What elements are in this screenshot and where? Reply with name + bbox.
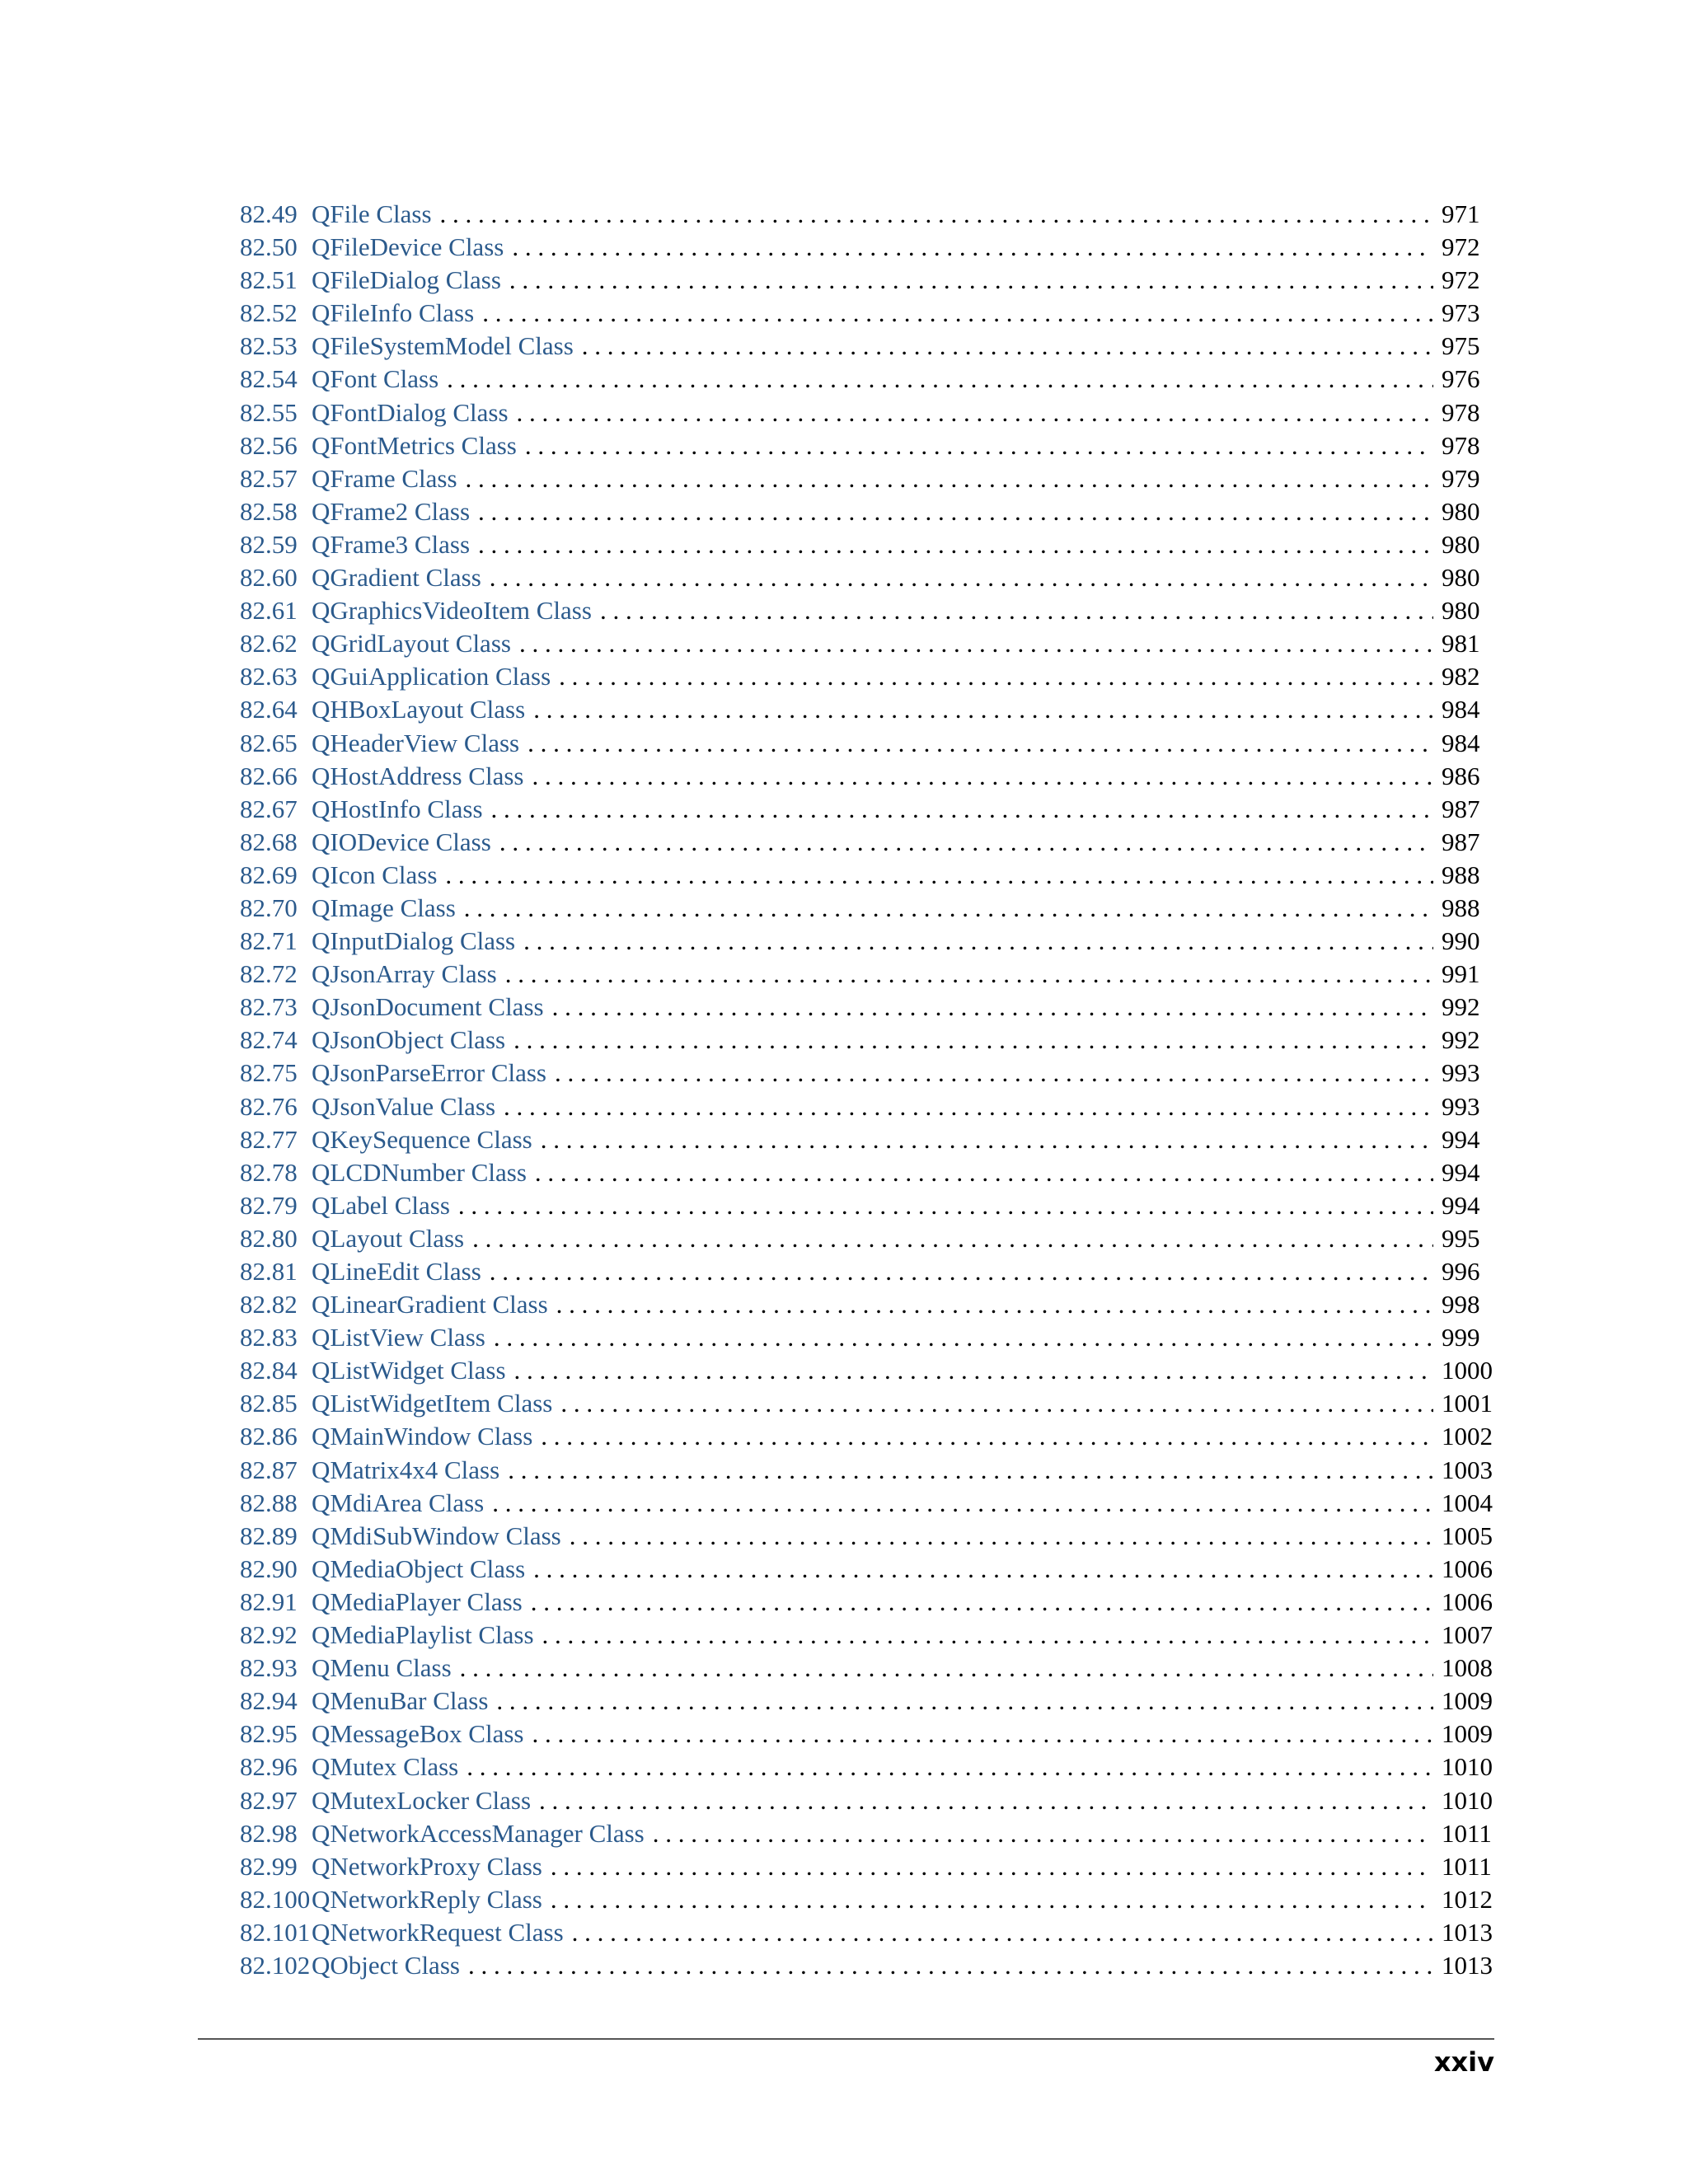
- toc-dot-leader: [478, 495, 1433, 528]
- toc-entry-page-number: 979: [1442, 463, 1480, 493]
- toc-entry-page-number: 986: [1442, 761, 1480, 790]
- toc-entry-page-number: 980: [1442, 496, 1480, 526]
- toc-entry-title-link[interactable]: QGuiApplication Class: [312, 662, 551, 691]
- toc-entry-page-number: 972: [1442, 265, 1480, 295]
- toc-entry-number[interactable]: 82.60: [240, 563, 298, 593]
- toc-dot-leader: [525, 429, 1433, 462]
- toc-dot-leader: [653, 1817, 1433, 1850]
- toc-entry-page-number: 1010: [1442, 1752, 1493, 1782]
- toc-entry[interactable]: [240, 1024, 1494, 1057]
- toc-entry-title-link[interactable]: QGradient Class: [312, 563, 481, 593]
- toc-entry[interactable]: [240, 1619, 1494, 1652]
- toc-entry-page-number: 1001: [1442, 1389, 1493, 1418]
- toc-entry-number[interactable]: 82.70: [240, 893, 298, 922]
- toc-dot-leader: [541, 1123, 1433, 1156]
- toc-entry[interactable]: [240, 594, 1494, 627]
- toc-entry-title-link[interactable]: QGraphicsVideoItem Class: [312, 596, 592, 626]
- toc-dot-leader: [504, 1090, 1433, 1123]
- toc-dot-leader: [464, 892, 1433, 925]
- toc-entry-number[interactable]: 82.102: [240, 1950, 311, 1980]
- toc-entry-page-number: 1009: [1442, 1686, 1493, 1716]
- toc-entry-page-number: 980: [1442, 596, 1480, 626]
- toc-dot-leader: [532, 1718, 1433, 1750]
- toc-entry-page-number: 1011: [1442, 1851, 1492, 1881]
- toc-entry-number[interactable]: 82.95: [240, 1719, 298, 1749]
- toc-entry-page-number: 980: [1442, 563, 1480, 593]
- toc-entry-number[interactable]: 82.82: [240, 1290, 298, 1319]
- toc-dot-leader: [466, 462, 1433, 495]
- toc-entry-title-link[interactable]: QLabel Class: [312, 1190, 450, 1220]
- toc-entry-page-number: 1008: [1442, 1653, 1493, 1683]
- toc-dot-leader: [468, 1949, 1433, 1982]
- toc-entry[interactable]: [240, 859, 1494, 892]
- toc-entry-number[interactable]: 82.58: [240, 496, 298, 526]
- toc-entry[interactable]: [240, 1454, 1494, 1487]
- toc-entry-page-number: 1013: [1442, 1917, 1493, 1947]
- toc-entry-number[interactable]: 82.86: [240, 1422, 298, 1451]
- toc-entry-title-link[interactable]: QMenu Class: [312, 1653, 452, 1683]
- toc-entry-number[interactable]: 82.85: [240, 1389, 298, 1418]
- toc-entry-title-link[interactable]: QHeaderView Class: [312, 728, 520, 757]
- toc-dot-leader: [467, 1750, 1433, 1783]
- toc-dot-leader: [460, 1652, 1433, 1685]
- toc-entry-title-link[interactable]: QJsonValue Class: [312, 1091, 496, 1121]
- toc-dot-leader: [490, 561, 1433, 594]
- toc-entry-title-link[interactable]: QMediaPlaylist Class: [312, 1620, 534, 1650]
- toc-dot-leader: [509, 264, 1433, 297]
- toc-entry-title-link[interactable]: QMatrix4x4 Class: [312, 1455, 500, 1484]
- toc-dot-leader: [531, 1586, 1433, 1619]
- toc-dot-leader: [514, 1354, 1433, 1387]
- toc-entry-page-number: 1010: [1442, 1785, 1493, 1815]
- toc-entry-number[interactable]: 82.49: [240, 199, 298, 228]
- toc-entry-title-link[interactable]: QLCDNumber Class: [312, 1157, 527, 1187]
- toc-entry-page-number: 990: [1442, 926, 1480, 956]
- toc-entry-number[interactable]: 82.51: [240, 265, 298, 295]
- toc-dot-leader: [472, 1222, 1433, 1255]
- toc-entry-number[interactable]: 82.89: [240, 1521, 298, 1550]
- toc-entry-title-link[interactable]: QFileDialog Class: [312, 265, 501, 295]
- toc-entry-title-link[interactable]: QFileInfo Class: [312, 298, 475, 328]
- toc-entry-number[interactable]: 82.98: [240, 1818, 298, 1848]
- toc-dot-leader: [600, 594, 1433, 627]
- toc-entry-page-number: 991: [1442, 959, 1480, 989]
- toc-entry-title-link[interactable]: QGridLayout Class: [312, 629, 511, 658]
- toc-entry-title-link[interactable]: QMenuBar Class: [312, 1686, 489, 1716]
- toc-entry-page-number: 988: [1442, 893, 1480, 922]
- toc-entry[interactable]: [240, 1718, 1494, 1750]
- toc-entry-title-link[interactable]: QFont Class: [312, 364, 439, 394]
- footer-divider: [198, 2038, 1494, 2040]
- toc-entry-page-number: 987: [1442, 827, 1480, 856]
- toc-entry-page-number: 973: [1442, 298, 1480, 328]
- toc-entry-title-link[interactable]: QMediaObject Class: [312, 1554, 526, 1583]
- toc-entry-page-number: 988: [1442, 860, 1480, 889]
- toc-entry[interactable]: [240, 1156, 1494, 1189]
- toc-entry-title-link[interactable]: QKeySequence Class: [312, 1124, 532, 1154]
- toc-entry[interactable]: [240, 1750, 1494, 1783]
- toc-dot-leader: [535, 1156, 1433, 1189]
- toc-entry-number[interactable]: 82.100: [240, 1884, 311, 1914]
- toc-entry-title-link[interactable]: QFontMetrics Class: [312, 430, 517, 460]
- toc-entry-title-link[interactable]: QMessageBox Class: [312, 1719, 524, 1749]
- toc-entry-number[interactable]: 82.61: [240, 596, 298, 626]
- toc-entry-number[interactable]: 82.53: [240, 331, 298, 361]
- toc-entry-page-number: 1006: [1442, 1586, 1493, 1616]
- toc-entry-title-link[interactable]: QFile Class: [312, 199, 432, 228]
- toc-entry-number[interactable]: 82.93: [240, 1653, 298, 1683]
- toc-dot-leader: [541, 1420, 1433, 1453]
- toc-entry-number[interactable]: 82.59: [240, 529, 298, 559]
- toc-dot-leader: [523, 925, 1433, 958]
- toc-entry[interactable]: [240, 231, 1494, 264]
- toc-entry-number[interactable]: 82.62: [240, 629, 298, 658]
- toc-entry-title-link[interactable]: QFileSystemModel Class: [312, 331, 574, 361]
- toc-entry-title-link[interactable]: QFrame Class: [312, 463, 457, 493]
- toc-dot-leader: [556, 1288, 1433, 1321]
- toc-entry-number[interactable]: 82.76: [240, 1091, 298, 1121]
- toc-entry-title-link[interactable]: QNetworkAccessManager Class: [312, 1818, 645, 1848]
- toc-entry-number[interactable]: 82.92: [240, 1620, 298, 1650]
- toc-entry-title-link[interactable]: QJsonDocument Class: [312, 992, 544, 1022]
- toc-entry-page-number: 999: [1442, 1323, 1480, 1352]
- toc-dot-leader: [513, 1024, 1433, 1057]
- toc-entry-page-number: 1000: [1442, 1356, 1493, 1385]
- toc-entry-page-number: 1009: [1442, 1719, 1493, 1749]
- toc-entry-page-number: 1005: [1442, 1521, 1493, 1550]
- toc-entry-page-number: 993: [1442, 1058, 1480, 1088]
- toc-entry[interactable]: [240, 727, 1494, 760]
- toc-dot-leader: [447, 363, 1433, 396]
- toc-entry-page-number: 1012: [1442, 1884, 1493, 1914]
- toc-entry[interactable]: [240, 660, 1494, 693]
- toc-entry[interactable]: [240, 760, 1494, 793]
- toc-entry-title-link[interactable]: QFrame2 Class: [312, 496, 471, 526]
- toc-entry-number[interactable]: 82.56: [240, 430, 298, 460]
- toc-entry-page-number: 1011: [1442, 1818, 1492, 1848]
- toc-entry-page-number: 978: [1442, 430, 1480, 460]
- toc-entry-number[interactable]: 82.68: [240, 827, 298, 856]
- toc-entry-title-link[interactable]: QImage Class: [312, 893, 456, 922]
- toc-entry-title-link[interactable]: QMdiSubWindow Class: [312, 1521, 561, 1550]
- toc-entry-page-number: 992: [1442, 1025, 1480, 1055]
- toc-entry-title-link[interactable]: QNetworkProxy Class: [312, 1851, 542, 1881]
- toc-entry-page-number: 1003: [1442, 1455, 1493, 1484]
- toc-entry-title-link[interactable]: QListView Class: [312, 1323, 485, 1352]
- toc-entry-title-link[interactable]: QMutex Class: [312, 1752, 459, 1782]
- toc-dot-leader: [458, 1189, 1433, 1222]
- toc-entry-number[interactable]: 82.69: [240, 860, 298, 889]
- toc-dot-leader: [505, 958, 1433, 991]
- toc-entry[interactable]: [240, 264, 1494, 297]
- toc-entry-page-number: 1004: [1442, 1488, 1493, 1517]
- toc-entry-page-number: 984: [1442, 695, 1480, 724]
- toc-entry-number[interactable]: 82.73: [240, 992, 298, 1022]
- toc-entry[interactable]: [240, 495, 1494, 528]
- toc-entry-title-link[interactable]: QJsonParseError Class: [312, 1058, 546, 1088]
- toc-entry[interactable]: [240, 1850, 1494, 1883]
- toc-entry-title-link[interactable]: QNetworkReply Class: [312, 1884, 542, 1914]
- page-number: xxiv: [1433, 2046, 1494, 2078]
- toc-dot-leader: [440, 198, 1433, 231]
- toc-entry[interactable]: [240, 1949, 1494, 1982]
- toc-dot-leader: [482, 297, 1433, 330]
- toc-entry[interactable]: [240, 826, 1494, 859]
- toc-entry-page-number: 996: [1442, 1257, 1480, 1286]
- toc-dot-leader: [539, 1784, 1433, 1817]
- toc-entry-page-number: 984: [1442, 728, 1480, 757]
- toc-entry-title-link[interactable]: QListWidget Class: [312, 1356, 506, 1385]
- toc-entry-number[interactable]: 82.90: [240, 1554, 298, 1583]
- toc-entry-number[interactable]: 82.80: [240, 1223, 298, 1253]
- toc-entry-title-link[interactable]: QNetworkRequest Class: [312, 1917, 564, 1947]
- toc-dot-leader: [552, 991, 1433, 1024]
- toc-entry-page-number: 998: [1442, 1290, 1480, 1319]
- toc-entry-number[interactable]: 82.64: [240, 695, 298, 724]
- toc-entry-page-number: 972: [1442, 232, 1480, 262]
- toc-entry-page-number: 1007: [1442, 1620, 1493, 1650]
- toc-dot-leader: [551, 1850, 1433, 1883]
- toc-entry[interactable]: [240, 429, 1494, 462]
- toc-entry-title-link[interactable]: QIcon Class: [312, 860, 438, 889]
- toc-entry-title-link[interactable]: QJsonObject Class: [312, 1025, 506, 1055]
- toc-entry-title-link[interactable]: QFileDevice Class: [312, 232, 504, 262]
- toc-dot-leader: [582, 330, 1433, 363]
- toc-entry[interactable]: [240, 1222, 1494, 1255]
- toc-dot-leader: [445, 859, 1433, 892]
- toc-entry-page-number: 987: [1442, 794, 1480, 823]
- toc-entry-number[interactable]: 82.54: [240, 364, 298, 394]
- toc-entry-number[interactable]: 82.81: [240, 1257, 298, 1286]
- toc-entry-number[interactable]: 82.65: [240, 728, 298, 757]
- toc-entry-title-link[interactable]: QLinearGradient Class: [312, 1290, 548, 1319]
- toc-entry[interactable]: [240, 1652, 1494, 1685]
- toc-entry[interactable]: [240, 1685, 1494, 1718]
- toc-entry-title-link[interactable]: QHostInfo Class: [312, 794, 483, 823]
- toc-entry[interactable]: [240, 1354, 1494, 1387]
- toc-entry-number[interactable]: 82.67: [240, 794, 298, 823]
- toc-entry-number[interactable]: 82.84: [240, 1356, 298, 1385]
- toc-dot-leader: [533, 1553, 1433, 1586]
- toc-entry-page-number: 982: [1442, 662, 1480, 691]
- toc-entry-page-number: 971: [1442, 199, 1480, 228]
- toc-entry-number[interactable]: 82.101: [240, 1917, 311, 1947]
- toc-dot-leader: [512, 231, 1433, 264]
- toc-entry[interactable]: [240, 693, 1494, 726]
- toc-entry-number[interactable]: 82.72: [240, 959, 298, 989]
- toc-entry-title-link[interactable]: QHostAddress Class: [312, 761, 524, 790]
- toc-dot-leader: [478, 528, 1433, 561]
- toc-entry-number[interactable]: 82.91: [240, 1586, 298, 1616]
- toc-entry-number[interactable]: 82.57: [240, 463, 298, 493]
- toc-entry-title-link[interactable]: QObject Class: [312, 1950, 460, 1980]
- toc-entry[interactable]: [240, 892, 1494, 925]
- toc-entry-number[interactable]: 82.55: [240, 397, 298, 427]
- toc-entry-title-link[interactable]: QListWidgetItem Class: [312, 1389, 553, 1418]
- toc-entry[interactable]: [240, 958, 1494, 991]
- toc-dot-leader: [542, 1619, 1433, 1652]
- toc-entry[interactable]: [240, 528, 1494, 561]
- toc-entry-page-number: 994: [1442, 1124, 1480, 1154]
- toc-entry-title-link[interactable]: QMutexLocker Class: [312, 1785, 532, 1815]
- toc-entry-title-link[interactable]: QMdiArea Class: [312, 1488, 485, 1517]
- toc-entry[interactable]: [240, 198, 1494, 231]
- toc-entry-page-number: 1002: [1442, 1422, 1493, 1451]
- toc-entry-page-number: 993: [1442, 1091, 1480, 1121]
- toc-entry-title-link[interactable]: QInputDialog Class: [312, 926, 516, 956]
- toc-entry-number[interactable]: 82.87: [240, 1455, 298, 1484]
- toc-entry-page-number: 976: [1442, 364, 1480, 394]
- toc-entry[interactable]: [240, 1090, 1494, 1123]
- toc-entry-page-number: 992: [1442, 992, 1480, 1022]
- toc-dot-leader: [570, 1520, 1433, 1553]
- toc-entry-number[interactable]: 82.94: [240, 1686, 298, 1716]
- toc-entry[interactable]: [240, 1288, 1494, 1321]
- toc-entry[interactable]: [240, 1321, 1494, 1354]
- toc-entry-page-number: 1006: [1442, 1554, 1493, 1583]
- toc-dot-leader: [492, 1487, 1433, 1520]
- toc-entry[interactable]: [240, 1916, 1494, 1949]
- toc-entry[interactable]: [240, 561, 1494, 594]
- toc-dot-leader: [560, 1387, 1433, 1420]
- toc-entry-number[interactable]: 82.88: [240, 1488, 298, 1517]
- toc-entry-page-number: 981: [1442, 629, 1480, 658]
- toc-entry[interactable]: [240, 1057, 1494, 1090]
- toc-entry[interactable]: [240, 1883, 1494, 1916]
- toc-dot-leader: [491, 793, 1433, 826]
- toc-entry-title-link[interactable]: QJsonArray Class: [312, 959, 497, 989]
- toc-entry-number[interactable]: 82.63: [240, 662, 298, 691]
- toc-dot-leader: [496, 1685, 1433, 1718]
- toc-entry-number[interactable]: 82.78: [240, 1157, 298, 1187]
- toc-entry[interactable]: [240, 1420, 1494, 1453]
- toc-entry-number[interactable]: 82.99: [240, 1851, 298, 1881]
- toc-entry-title-link[interactable]: QLineEdit Class: [312, 1257, 481, 1286]
- toc-entry-page-number: 994: [1442, 1190, 1480, 1220]
- toc-entry-title-link[interactable]: QHBoxLayout Class: [312, 695, 526, 724]
- toc-entry-title-link[interactable]: QIODevice Class: [312, 827, 491, 856]
- toc-entry[interactable]: [240, 1784, 1494, 1817]
- toc-entry[interactable]: [240, 462, 1494, 495]
- toc-entry[interactable]: [240, 1123, 1494, 1156]
- toc-entry-number[interactable]: 82.50: [240, 232, 298, 262]
- toc-entry[interactable]: [240, 363, 1494, 396]
- toc-dot-leader: [490, 1255, 1433, 1288]
- toc-entry-number[interactable]: 82.97: [240, 1785, 298, 1815]
- toc-entry-number[interactable]: 82.96: [240, 1752, 298, 1782]
- toc-entry-title-link[interactable]: QFrame3 Class: [312, 529, 471, 559]
- toc-entry-page-number: 995: [1442, 1223, 1480, 1253]
- table-of-contents: [240, 198, 1494, 1982]
- toc-entry[interactable]: [240, 396, 1494, 429]
- toc-entry[interactable]: [240, 1817, 1494, 1850]
- toc-dot-leader: [533, 693, 1433, 726]
- toc-entry[interactable]: [240, 1553, 1494, 1586]
- toc-entry-number[interactable]: 82.75: [240, 1058, 298, 1088]
- toc-dot-leader: [555, 1057, 1433, 1090]
- toc-entry[interactable]: [240, 1520, 1494, 1553]
- toc-entry[interactable]: [240, 1487, 1494, 1520]
- toc-dot-leader: [508, 1454, 1433, 1487]
- toc-entry[interactable]: [240, 1586, 1494, 1619]
- toc-entry[interactable]: [240, 925, 1494, 958]
- toc-entry[interactable]: [240, 627, 1494, 660]
- toc-entry-number[interactable]: 82.77: [240, 1124, 298, 1154]
- toc-dot-leader: [572, 1916, 1433, 1949]
- toc-entry-title-link[interactable]: QMainWindow Class: [312, 1422, 533, 1451]
- toc-entry-page-number: 975: [1442, 331, 1480, 361]
- toc-dot-leader: [532, 760, 1433, 793]
- toc-entry[interactable]: [240, 297, 1494, 330]
- toc-entry-number[interactable]: 82.52: [240, 298, 298, 328]
- toc-entry-page-number: 994: [1442, 1157, 1480, 1187]
- toc-entry-page-number: 1013: [1442, 1950, 1493, 1980]
- toc-dot-leader: [551, 1883, 1433, 1916]
- toc-entry-number[interactable]: 82.79: [240, 1190, 298, 1220]
- toc-dot-leader: [499, 826, 1433, 859]
- toc-entry-title-link[interactable]: QFontDialog Class: [312, 397, 509, 427]
- toc-entry-number[interactable]: 82.66: [240, 761, 298, 790]
- toc-dot-leader: [528, 727, 1433, 760]
- toc-dot-leader: [517, 396, 1433, 429]
- toc-dot-leader: [494, 1321, 1433, 1354]
- toc-entry-page-number: 980: [1442, 529, 1480, 559]
- toc-entry-title-link[interactable]: QMediaPlayer Class: [312, 1586, 523, 1616]
- toc-entry[interactable]: [240, 793, 1494, 826]
- toc-entry-title-link[interactable]: QLayout Class: [312, 1223, 465, 1253]
- toc-entry-page-number: 978: [1442, 397, 1480, 427]
- toc-entry-number[interactable]: 82.83: [240, 1323, 298, 1352]
- toc-entry[interactable]: [240, 991, 1494, 1024]
- toc-entry[interactable]: [240, 1189, 1494, 1222]
- toc-entry[interactable]: [240, 330, 1494, 363]
- toc-dot-leader: [559, 660, 1433, 693]
- toc-dot-leader: [519, 627, 1433, 660]
- toc-entry-number[interactable]: 82.74: [240, 1025, 298, 1055]
- toc-entry-number[interactable]: 82.71: [240, 926, 298, 956]
- toc-entry[interactable]: [240, 1255, 1494, 1288]
- toc-entry[interactable]: [240, 1387, 1494, 1420]
